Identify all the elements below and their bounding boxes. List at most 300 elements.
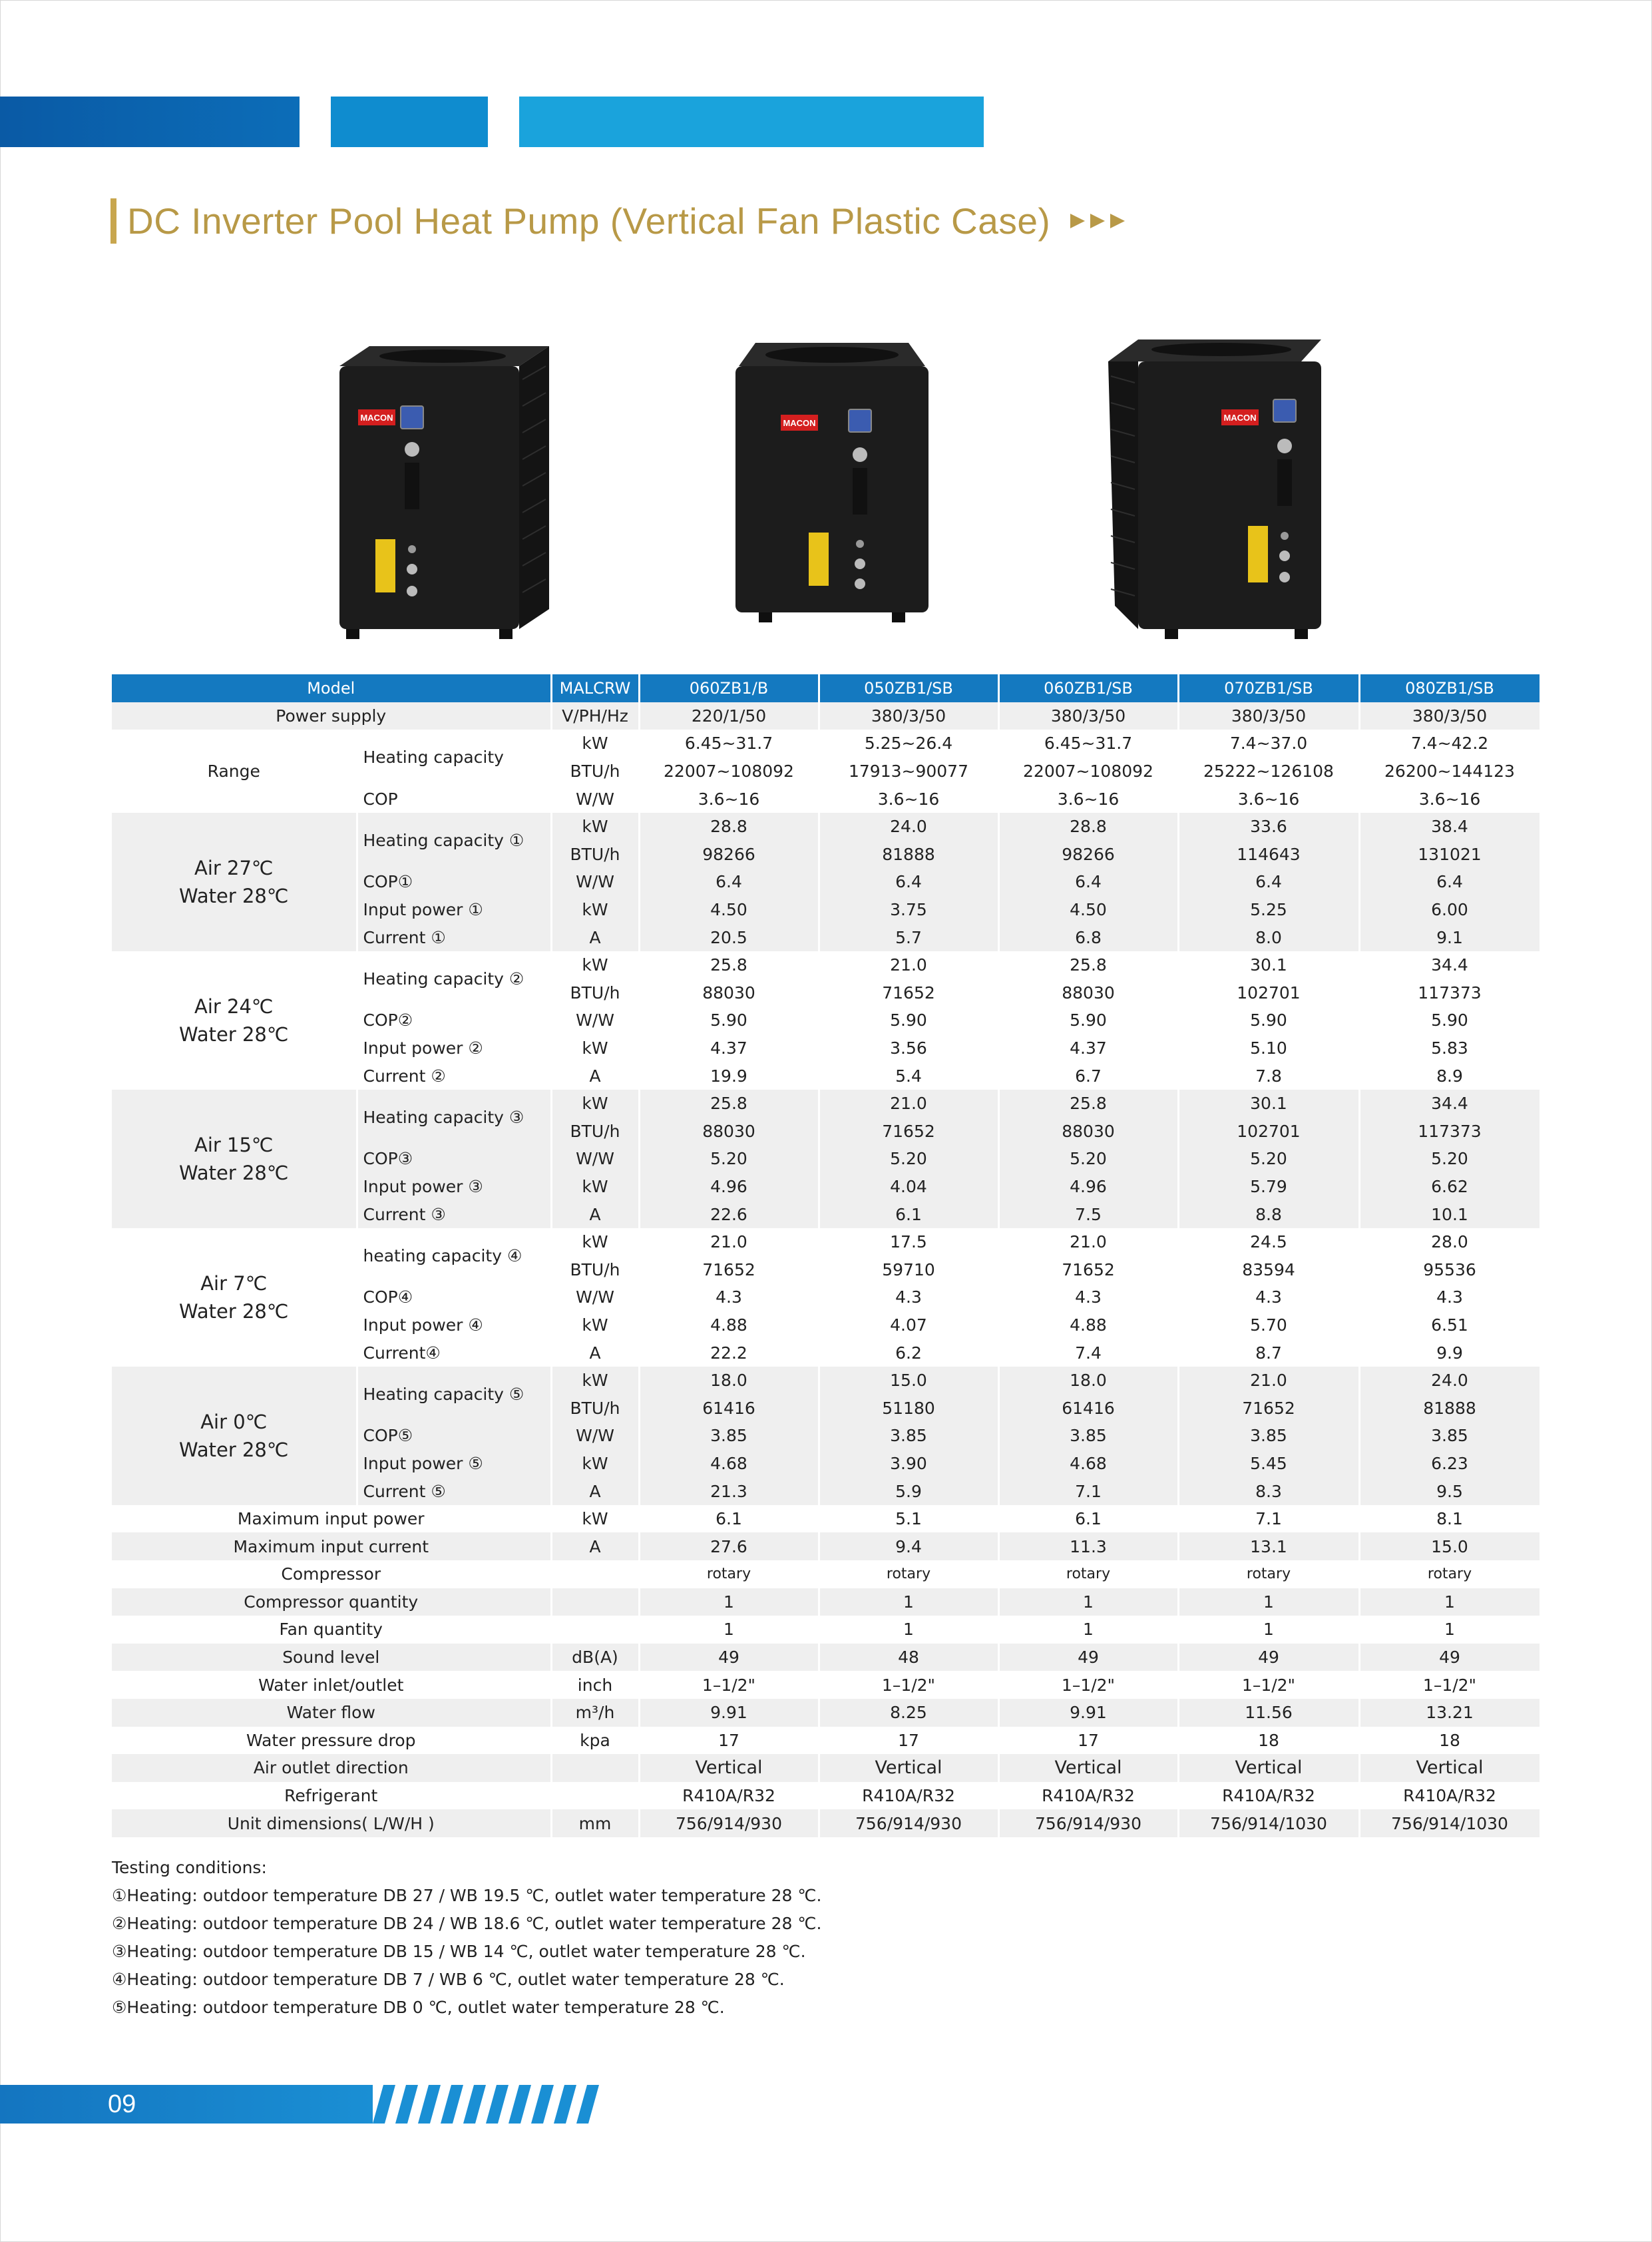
value-cell: 114643 bbox=[1178, 841, 1359, 869]
value-cell: 81888 bbox=[1359, 1394, 1540, 1422]
value-cell: 1–1/2" bbox=[998, 1671, 1178, 1699]
condition-water-label: Water 28℃ bbox=[179, 1299, 289, 1323]
unit-cell: kW bbox=[551, 896, 639, 924]
value-cell: R410A/R32 bbox=[639, 1782, 819, 1810]
value-cell: 88030 bbox=[639, 979, 819, 1007]
unit-cell: A bbox=[551, 1062, 639, 1090]
value-cell: 6.1 bbox=[639, 1505, 819, 1533]
value-cell: 25.8 bbox=[998, 951, 1178, 979]
footer-bar bbox=[0, 2085, 373, 2124]
value-cell: 61416 bbox=[639, 1394, 819, 1422]
value-cell: 4.37 bbox=[639, 1034, 819, 1062]
value-cell: 3.90 bbox=[819, 1450, 998, 1478]
range-heating-label: Heating capacity bbox=[357, 730, 551, 785]
condition-air-label: Air 15℃ bbox=[194, 1133, 274, 1156]
general-label: Fan quantity bbox=[112, 1616, 551, 1644]
range-cop-value: 3.6~16 bbox=[639, 785, 819, 813]
header-model-5: 080ZB1/SB bbox=[1359, 674, 1540, 702]
cop-label: COP③ bbox=[357, 1145, 551, 1173]
condition-group-label bbox=[112, 813, 357, 951]
value-cell: 11.3 bbox=[998, 1532, 1178, 1560]
value-cell: 8.3 bbox=[1178, 1477, 1359, 1505]
value-cell: R410A/R32 bbox=[998, 1782, 1178, 1810]
general-label: Compressor bbox=[112, 1560, 551, 1588]
unit-cell: kW bbox=[551, 951, 639, 979]
value-cell: 6.4 bbox=[998, 868, 1178, 896]
value-cell: 4.3 bbox=[1178, 1283, 1359, 1311]
unit-cell: BTU/h bbox=[551, 1394, 639, 1422]
power-supply-value: 380/3/50 bbox=[1178, 702, 1359, 730]
heating-capacity-label: Heating capacity ⑤ bbox=[357, 1367, 551, 1422]
general-row bbox=[112, 1616, 1540, 1644]
heating-kw-row bbox=[112, 1228, 1540, 1256]
value-cell: 6.4 bbox=[639, 868, 819, 896]
heating-kw-row bbox=[112, 1090, 1540, 1118]
value-cell: 7.4 bbox=[998, 1339, 1178, 1367]
range-kw-value: 5.25~26.4 bbox=[819, 730, 998, 758]
range-kw-value: 6.45~31.7 bbox=[998, 730, 1178, 758]
header-model: Model bbox=[112, 674, 551, 702]
value-cell: Vertical bbox=[1178, 1754, 1359, 1782]
value-cell: 1 bbox=[998, 1588, 1178, 1616]
header-model-4: 070ZB1/SB bbox=[1178, 674, 1359, 702]
value-cell: 1 bbox=[1359, 1616, 1540, 1644]
value-cell: 71652 bbox=[1178, 1394, 1359, 1422]
current-label: Current④ bbox=[357, 1339, 551, 1367]
value-cell: rotary bbox=[819, 1560, 998, 1588]
header-bar-1 bbox=[0, 97, 300, 147]
unit-cell: mm bbox=[551, 1809, 639, 1837]
value-cell: 756/914/930 bbox=[639, 1809, 819, 1837]
unit-cell: W/W bbox=[551, 1145, 639, 1173]
general-row bbox=[112, 1809, 1540, 1837]
condition-air-label: Air 24℃ bbox=[194, 995, 274, 1018]
value-cell: 5.20 bbox=[639, 1145, 819, 1173]
value-cell: 6.1 bbox=[819, 1200, 998, 1228]
svg-text:MACON: MACON bbox=[783, 418, 816, 428]
value-cell: 22.6 bbox=[639, 1200, 819, 1228]
value-cell: 4.07 bbox=[819, 1311, 998, 1339]
value-cell: 9.9 bbox=[1359, 1339, 1540, 1367]
range-cop-value: 3.6~16 bbox=[819, 785, 998, 813]
value-cell: 24.0 bbox=[819, 813, 998, 841]
value-cell: 756/914/930 bbox=[998, 1809, 1178, 1837]
table-header-row bbox=[112, 674, 1540, 702]
value-cell: 81888 bbox=[819, 841, 998, 869]
value-cell: 6.4 bbox=[819, 868, 998, 896]
power-supply-value: 380/3/50 bbox=[1359, 702, 1540, 730]
value-cell: Vertical bbox=[639, 1754, 819, 1782]
value-cell: 5.20 bbox=[1359, 1145, 1540, 1173]
value-cell: 22.2 bbox=[639, 1339, 819, 1367]
value-cell: 4.96 bbox=[639, 1173, 819, 1201]
value-cell: Vertical bbox=[998, 1754, 1178, 1782]
value-cell: 15.0 bbox=[819, 1367, 998, 1395]
value-cell: 83594 bbox=[1178, 1255, 1359, 1283]
condition-air-label: Air 7℃ bbox=[200, 1271, 268, 1295]
value-cell: 1 bbox=[819, 1616, 998, 1644]
value-cell: 5.10 bbox=[1178, 1034, 1359, 1062]
testing-condition-line: ⑤Heating: outdoor temperature DB 0 ℃, outlet water temperature 28 ℃. bbox=[112, 1998, 725, 2017]
value-cell: 5.7 bbox=[819, 923, 998, 951]
value-cell: 5.25 bbox=[1178, 896, 1359, 924]
value-cell: 25.8 bbox=[998, 1090, 1178, 1118]
value-cell: 8.25 bbox=[819, 1699, 998, 1727]
value-cell: 51180 bbox=[819, 1394, 998, 1422]
general-label: Unit dimensions( L/W/H ) bbox=[112, 1809, 551, 1837]
value-cell: 21.0 bbox=[639, 1228, 819, 1256]
power-supply-value: 380/3/50 bbox=[819, 702, 998, 730]
value-cell: 5.20 bbox=[819, 1145, 998, 1173]
value-cell: 88030 bbox=[998, 979, 1178, 1007]
value-cell: 5.9 bbox=[819, 1477, 998, 1505]
unit-cell bbox=[551, 1616, 639, 1644]
value-cell: 8.7 bbox=[1178, 1339, 1359, 1367]
value-cell: 98266 bbox=[639, 841, 819, 869]
value-cell: 8.0 bbox=[1178, 923, 1359, 951]
header-prefix: MALCRW bbox=[551, 674, 639, 702]
input-power-label: Input power ③ bbox=[357, 1173, 551, 1201]
value-cell: 13.21 bbox=[1359, 1699, 1540, 1727]
unit-cell bbox=[551, 1560, 639, 1588]
value-cell: 3.75 bbox=[819, 896, 998, 924]
svg-text:MACON: MACON bbox=[360, 413, 393, 423]
value-cell: 1 bbox=[819, 1588, 998, 1616]
value-cell: 1 bbox=[639, 1588, 819, 1616]
value-cell: 18.0 bbox=[639, 1367, 819, 1395]
value-cell: 117373 bbox=[1359, 1118, 1540, 1146]
value-cell: 8.1 bbox=[1359, 1505, 1540, 1533]
value-cell: 5.90 bbox=[998, 1007, 1178, 1034]
unit-cell: kW bbox=[551, 1505, 639, 1533]
unit-cell: A bbox=[551, 923, 639, 951]
value-cell: 7.5 bbox=[998, 1200, 1178, 1228]
value-cell: R410A/R32 bbox=[819, 1782, 998, 1810]
range-cop-value: 3.6~16 bbox=[998, 785, 1178, 813]
value-cell: 49 bbox=[639, 1644, 819, 1672]
value-cell: 8.9 bbox=[1359, 1062, 1540, 1090]
value-cell: 9.91 bbox=[998, 1699, 1178, 1727]
testing-condition-line: ③Heating: outdoor temperature DB 15 / WB 14 ℃, outlet water temperature 28 ℃. bbox=[112, 1942, 806, 1961]
value-cell: 4.04 bbox=[819, 1173, 998, 1201]
footer-stripes bbox=[373, 2085, 612, 2127]
range-btu-unit: BTU/h bbox=[551, 758, 639, 785]
value-cell: 6.51 bbox=[1359, 1311, 1540, 1339]
cop-label: COP① bbox=[357, 868, 551, 896]
unit-cell: A bbox=[551, 1200, 639, 1228]
title-row bbox=[110, 197, 1126, 245]
unit-cell bbox=[551, 1782, 639, 1810]
value-cell: Vertical bbox=[819, 1754, 998, 1782]
testing-condition-line: ①Heating: outdoor temperature DB 27 / WB 19.5 ℃, outlet water temperature 28 ℃. bbox=[112, 1886, 822, 1905]
value-cell: 18 bbox=[1359, 1727, 1540, 1755]
heat-pump-image-2 bbox=[722, 336, 942, 629]
spec-table bbox=[112, 674, 1542, 1837]
range-btu-value: 17913~90077 bbox=[819, 758, 998, 785]
value-cell: 4.3 bbox=[998, 1283, 1178, 1311]
general-row bbox=[112, 1505, 1540, 1533]
heating-capacity-label: Heating capacity ① bbox=[357, 813, 551, 868]
value-cell: 71652 bbox=[998, 1255, 1178, 1283]
heat-pump-image-3 bbox=[1102, 336, 1341, 642]
unit-cell: W/W bbox=[551, 1007, 639, 1034]
value-cell: 5.70 bbox=[1178, 1311, 1359, 1339]
value-cell: 6.4 bbox=[1178, 868, 1359, 896]
value-cell: 5.4 bbox=[819, 1062, 998, 1090]
value-cell: 11.56 bbox=[1178, 1699, 1359, 1727]
value-cell: 17 bbox=[819, 1727, 998, 1755]
value-cell: 10.1 bbox=[1359, 1200, 1540, 1228]
value-cell: 4.68 bbox=[639, 1450, 819, 1478]
heating-kw-row bbox=[112, 1367, 1540, 1395]
value-cell: 21.0 bbox=[819, 1090, 998, 1118]
power-supply-label: Power supply bbox=[112, 702, 551, 730]
unit-cell: BTU/h bbox=[551, 841, 639, 869]
input-power-label: Input power ② bbox=[357, 1034, 551, 1062]
value-cell: rotary bbox=[639, 1560, 819, 1588]
general-row bbox=[112, 1671, 1540, 1699]
header-bar-2 bbox=[331, 97, 488, 147]
value-cell: 1 bbox=[1359, 1588, 1540, 1616]
power-supply-value: 220/1/50 bbox=[639, 702, 819, 730]
value-cell: 34.4 bbox=[1359, 1090, 1540, 1118]
value-cell: 88030 bbox=[998, 1118, 1178, 1146]
value-cell: rotary bbox=[1359, 1560, 1540, 1588]
condition-group-label bbox=[112, 1090, 357, 1228]
header-model-3: 060ZB1/SB bbox=[998, 674, 1178, 702]
value-cell: 102701 bbox=[1178, 979, 1359, 1007]
value-cell: 4.37 bbox=[998, 1034, 1178, 1062]
value-cell: 38.4 bbox=[1359, 813, 1540, 841]
value-cell: 9.4 bbox=[819, 1532, 998, 1560]
value-cell: rotary bbox=[998, 1560, 1178, 1588]
value-cell: 756/914/1030 bbox=[1178, 1809, 1359, 1837]
unit-cell: kW bbox=[551, 1228, 639, 1256]
condition-air-label: Air 27℃ bbox=[194, 856, 274, 879]
value-cell: 756/914/1030 bbox=[1359, 1809, 1540, 1837]
heating-kw-row bbox=[112, 951, 1540, 979]
value-cell: Vertical bbox=[1359, 1754, 1540, 1782]
value-cell: 1 bbox=[998, 1616, 1178, 1644]
value-cell: 71652 bbox=[819, 979, 998, 1007]
value-cell: 28.0 bbox=[1359, 1228, 1540, 1256]
unit-cell: kW bbox=[551, 1367, 639, 1395]
input-power-label: Input power ④ bbox=[357, 1311, 551, 1339]
cop-label: COP⑤ bbox=[357, 1422, 551, 1450]
value-cell: 8.8 bbox=[1178, 1200, 1359, 1228]
unit-cell: BTU/h bbox=[551, 1118, 639, 1146]
range-btu-value: 26200~144123 bbox=[1359, 758, 1540, 785]
unit-cell bbox=[551, 1754, 639, 1782]
heating-capacity-label: heating capacity ④ bbox=[357, 1228, 551, 1283]
general-label: Maximum input power bbox=[112, 1505, 551, 1533]
power-supply-value: 380/3/50 bbox=[998, 702, 1178, 730]
unit-cell: W/W bbox=[551, 1283, 639, 1311]
value-cell: 5.79 bbox=[1178, 1173, 1359, 1201]
value-cell: 49 bbox=[1359, 1644, 1540, 1672]
value-cell: 28.8 bbox=[998, 813, 1178, 841]
unit-cell: kW bbox=[551, 1311, 639, 1339]
value-cell: 30.1 bbox=[1178, 1090, 1359, 1118]
value-cell: 3.85 bbox=[1359, 1422, 1540, 1450]
svg-text:MACON: MACON bbox=[1223, 413, 1257, 423]
value-cell: 5.90 bbox=[1178, 1007, 1359, 1034]
value-cell: 21.3 bbox=[639, 1477, 819, 1505]
general-row bbox=[112, 1782, 1540, 1810]
unit-cell: W/W bbox=[551, 1422, 639, 1450]
value-cell: 5.83 bbox=[1359, 1034, 1540, 1062]
range-cop-label: COP bbox=[357, 785, 551, 813]
heating-capacity-label: Heating capacity ② bbox=[357, 951, 551, 1007]
condition-water-label: Water 28℃ bbox=[179, 884, 289, 907]
value-cell: 5.20 bbox=[998, 1145, 1178, 1173]
unit-cell: m³/h bbox=[551, 1699, 639, 1727]
general-row bbox=[112, 1644, 1540, 1672]
range-group-label: Range bbox=[112, 730, 357, 813]
value-cell: 25.8 bbox=[639, 951, 819, 979]
unit-cell: kW bbox=[551, 1090, 639, 1118]
range-kw-value: 7.4~42.2 bbox=[1359, 730, 1540, 758]
value-cell: 3.85 bbox=[1178, 1422, 1359, 1450]
value-cell: 4.50 bbox=[639, 896, 819, 924]
input-power-label: Input power ⑤ bbox=[357, 1450, 551, 1478]
value-cell: rotary bbox=[1178, 1560, 1359, 1588]
header-model-2: 050ZB1/SB bbox=[819, 674, 998, 702]
unit-cell: BTU/h bbox=[551, 979, 639, 1007]
value-cell: 4.88 bbox=[998, 1311, 1178, 1339]
unit-cell: kW bbox=[551, 1450, 639, 1478]
triple-arrow-icon bbox=[1069, 212, 1126, 230]
value-cell: 1 bbox=[1178, 1616, 1359, 1644]
general-label: Compressor quantity bbox=[112, 1588, 551, 1616]
page-number: 09 bbox=[108, 2090, 136, 2118]
heat-pump-image-1 bbox=[319, 339, 559, 646]
value-cell: 1–1/2" bbox=[639, 1671, 819, 1699]
value-cell: 1 bbox=[1178, 1588, 1359, 1616]
page-title: DC Inverter Pool Heat Pump (Vertical Fan Plastic Case) bbox=[127, 200, 1051, 242]
general-label: Water inlet/outlet bbox=[112, 1671, 551, 1699]
range-cop-value: 3.6~16 bbox=[1178, 785, 1359, 813]
value-cell: 9.91 bbox=[639, 1699, 819, 1727]
value-cell: 6.00 bbox=[1359, 896, 1540, 924]
value-cell: 1–1/2" bbox=[1178, 1671, 1359, 1699]
value-cell: R410A/R32 bbox=[1178, 1782, 1359, 1810]
value-cell: 24.0 bbox=[1359, 1367, 1540, 1395]
value-cell: 71652 bbox=[639, 1255, 819, 1283]
value-cell: 17 bbox=[998, 1727, 1178, 1755]
value-cell: 20.5 bbox=[639, 923, 819, 951]
general-row bbox=[112, 1588, 1540, 1616]
condition-water-label: Water 28℃ bbox=[179, 1161, 289, 1184]
general-row bbox=[112, 1754, 1540, 1782]
condition-air-label: Air 0℃ bbox=[200, 1410, 268, 1433]
value-cell: 1–1/2" bbox=[819, 1671, 998, 1699]
value-cell: 48 bbox=[819, 1644, 998, 1672]
value-cell: 4.3 bbox=[1359, 1283, 1540, 1311]
range-cop-unit: W/W bbox=[551, 785, 639, 813]
value-cell: 5.45 bbox=[1178, 1450, 1359, 1478]
general-row bbox=[112, 1727, 1540, 1755]
value-cell: 6.62 bbox=[1359, 1173, 1540, 1201]
value-cell: 5.90 bbox=[1359, 1007, 1540, 1034]
current-label: Current ① bbox=[357, 923, 551, 951]
input-power-label: Input power ① bbox=[357, 896, 551, 924]
header-bar-3 bbox=[519, 97, 984, 147]
value-cell: 95536 bbox=[1359, 1255, 1540, 1283]
testing-condition-line: ②Heating: outdoor temperature DB 24 / WB 18.6 ℃, outlet water temperature 28 ℃. bbox=[112, 1914, 822, 1933]
value-cell: 21.0 bbox=[819, 951, 998, 979]
unit-cell: kW bbox=[551, 813, 639, 841]
range-kw-value: 6.45~31.7 bbox=[639, 730, 819, 758]
title-marker bbox=[110, 198, 116, 244]
value-cell: R410A/R32 bbox=[1359, 1782, 1540, 1810]
value-cell: 5.90 bbox=[819, 1007, 998, 1034]
value-cell: 21.0 bbox=[998, 1228, 1178, 1256]
value-cell: 19.9 bbox=[639, 1062, 819, 1090]
value-cell: 21.0 bbox=[1178, 1367, 1359, 1395]
unit-cell: BTU/h bbox=[551, 1255, 639, 1283]
value-cell: 4.96 bbox=[998, 1173, 1178, 1201]
value-cell: 13.1 bbox=[1178, 1532, 1359, 1560]
unit-cell: A bbox=[551, 1477, 639, 1505]
value-cell: 59710 bbox=[819, 1255, 998, 1283]
general-row bbox=[112, 1532, 1540, 1560]
general-label: Air outlet direction bbox=[112, 1754, 551, 1782]
value-cell: 28.8 bbox=[639, 813, 819, 841]
value-cell: 17.5 bbox=[819, 1228, 998, 1256]
value-cell: 4.88 bbox=[639, 1311, 819, 1339]
value-cell: 34.4 bbox=[1359, 951, 1540, 979]
unit-cell: dB(A) bbox=[551, 1644, 639, 1672]
condition-water-label: Water 28℃ bbox=[179, 1022, 289, 1046]
value-cell: 61416 bbox=[998, 1394, 1178, 1422]
value-cell: 5.90 bbox=[639, 1007, 819, 1034]
unit-cell: A bbox=[551, 1532, 639, 1560]
value-cell: 6.23 bbox=[1359, 1450, 1540, 1478]
unit-cell: A bbox=[551, 1339, 639, 1367]
value-cell: 33.6 bbox=[1178, 813, 1359, 841]
value-cell: 4.50 bbox=[998, 896, 1178, 924]
condition-water-label: Water 28℃ bbox=[179, 1438, 289, 1461]
unit-cell: inch bbox=[551, 1671, 639, 1699]
heating-capacity-label: Heating capacity ③ bbox=[357, 1090, 551, 1145]
general-label: Refrigerant bbox=[112, 1782, 551, 1810]
condition-group-label bbox=[112, 1228, 357, 1367]
value-cell: 15.0 bbox=[1359, 1532, 1540, 1560]
unit-cell: kpa bbox=[551, 1727, 639, 1755]
range-kw-unit: kW bbox=[551, 730, 639, 758]
value-cell: 98266 bbox=[998, 841, 1178, 869]
power-supply-row bbox=[112, 702, 1540, 730]
value-cell: 3.85 bbox=[998, 1422, 1178, 1450]
range-btu-value: 22007~108092 bbox=[639, 758, 819, 785]
current-label: Current ⑤ bbox=[357, 1477, 551, 1505]
heating-kw-row bbox=[112, 813, 1540, 841]
testing-conditions bbox=[112, 1854, 821, 2022]
value-cell: 4.3 bbox=[639, 1283, 819, 1311]
value-cell: 25.8 bbox=[639, 1090, 819, 1118]
general-label: Sound level bbox=[112, 1644, 551, 1672]
current-label: Current ③ bbox=[357, 1200, 551, 1228]
value-cell: 6.8 bbox=[998, 923, 1178, 951]
value-cell: 3.56 bbox=[819, 1034, 998, 1062]
value-cell: 6.7 bbox=[998, 1062, 1178, 1090]
value-cell: 49 bbox=[1178, 1644, 1359, 1672]
cop-label: COP④ bbox=[357, 1283, 551, 1311]
range-kw-value: 7.4~37.0 bbox=[1178, 730, 1359, 758]
value-cell: 3.85 bbox=[819, 1422, 998, 1450]
range-btu-value: 25222~126108 bbox=[1178, 758, 1359, 785]
